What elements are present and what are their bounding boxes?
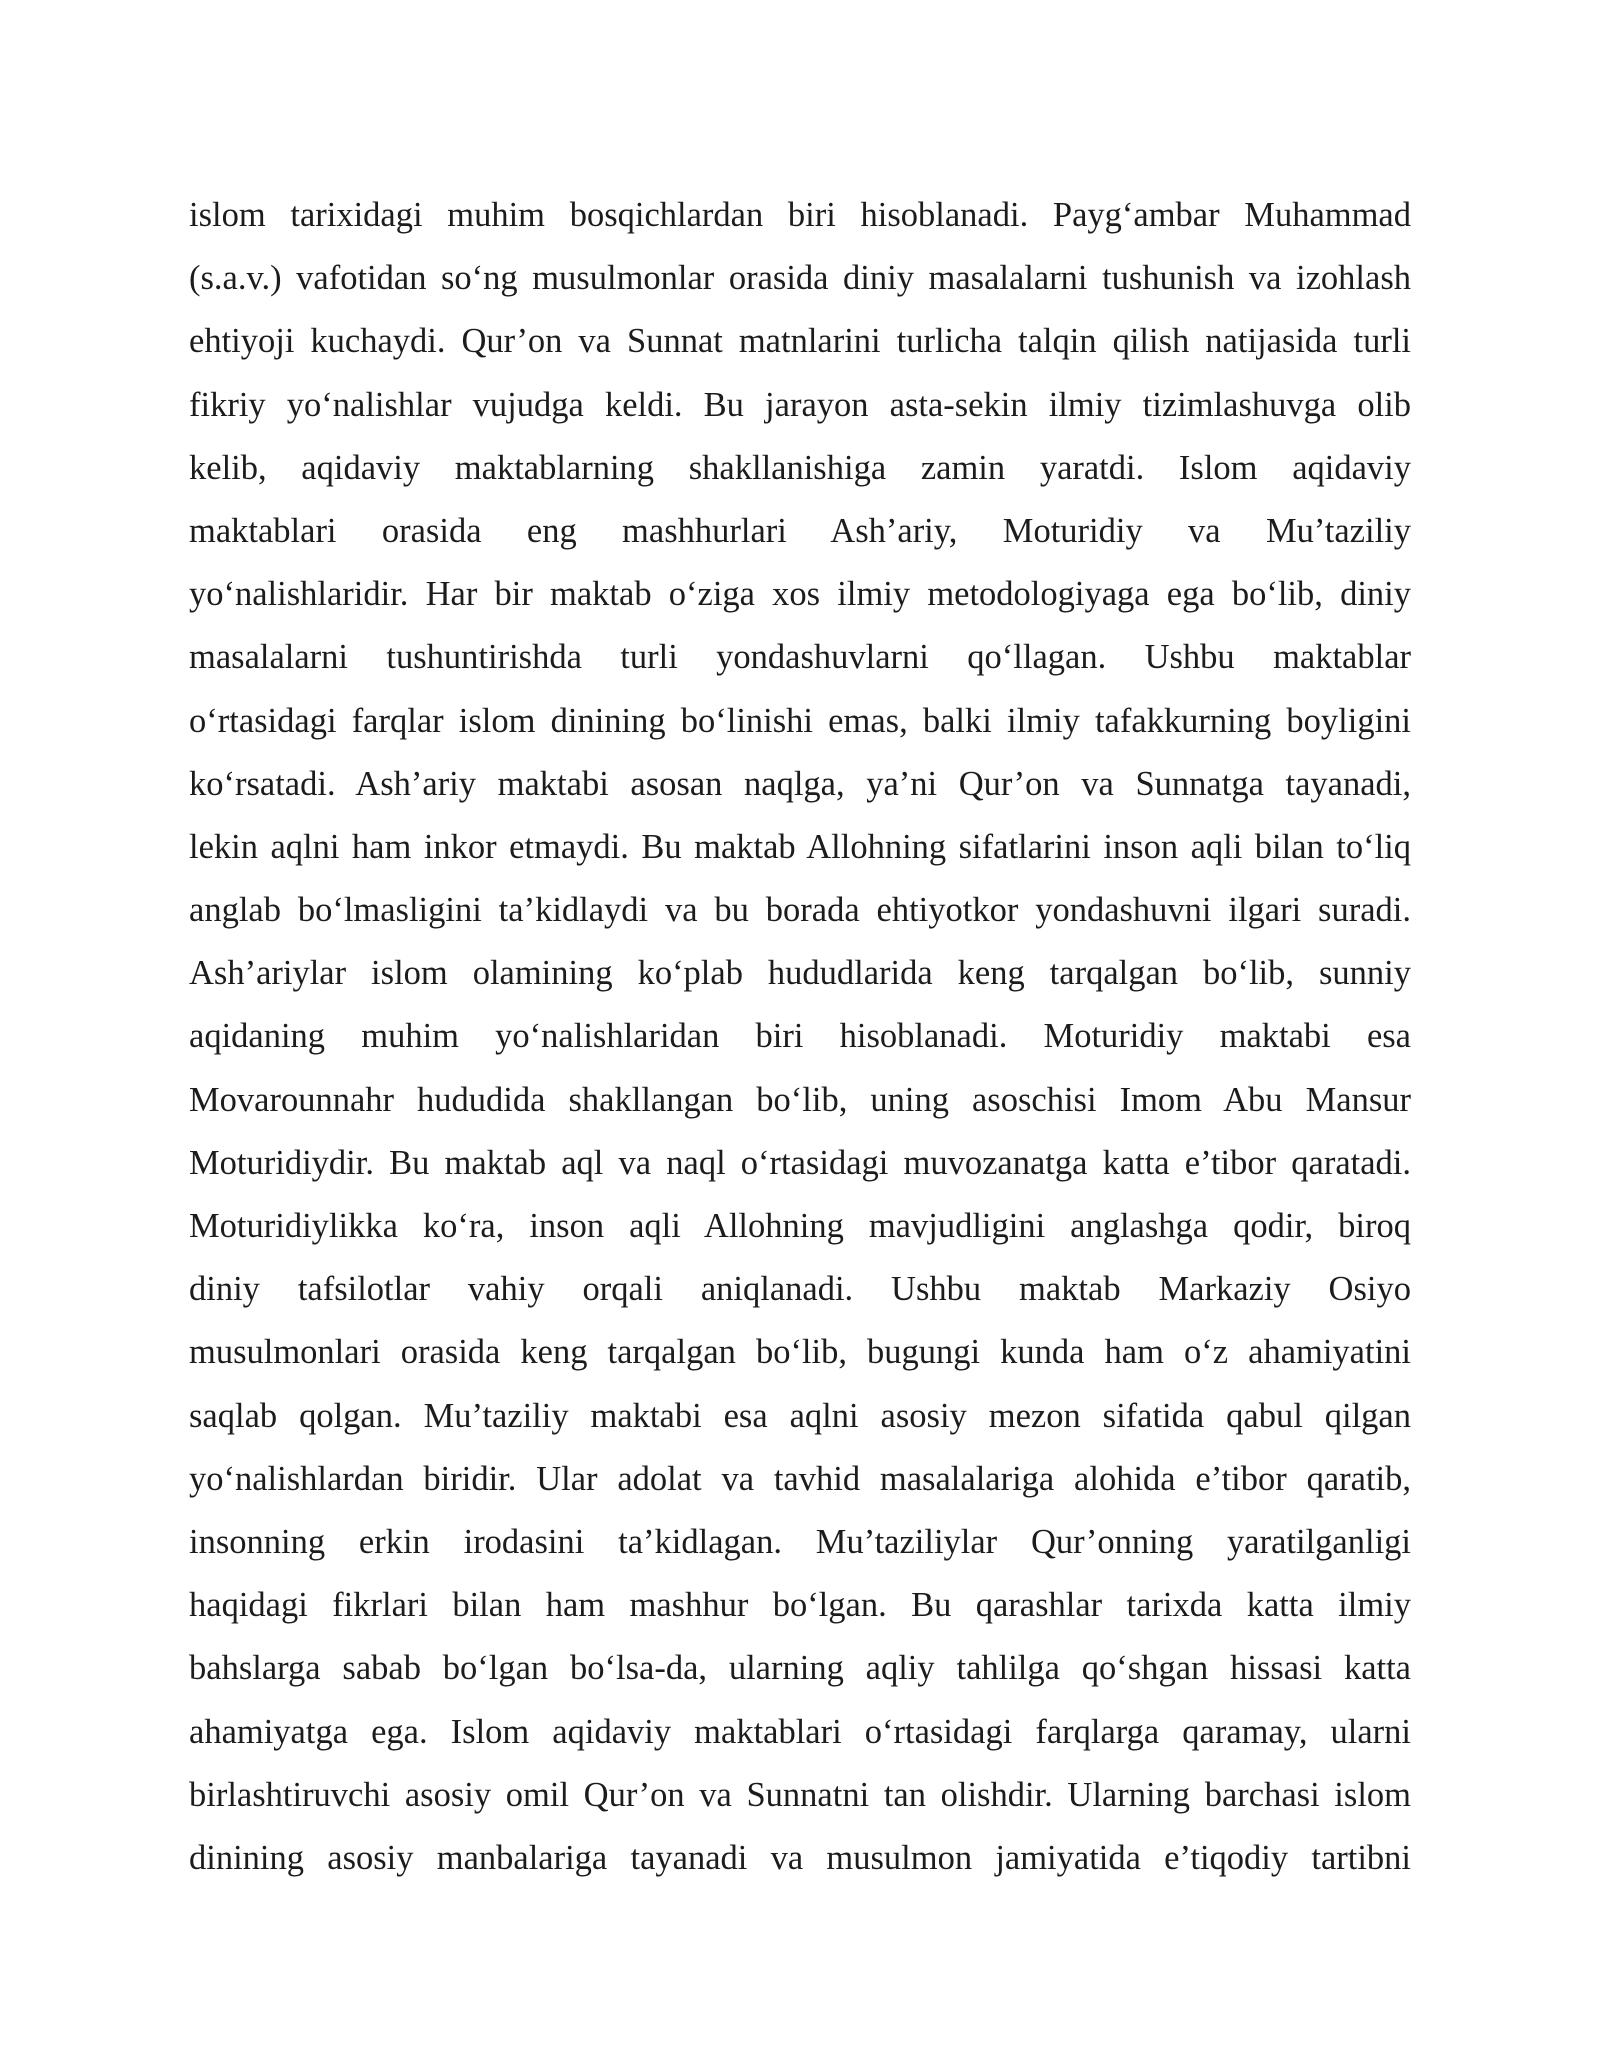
body-paragraph: [189, 184, 1411, 1890]
text-line: ko‘rsatadi. Ash’ariy maktabi asosan naqlga, ya’ni Qur’on va Sunnatga tayanadi,: [189, 764, 1411, 803]
text-line: musulmonlari orasida keng tarqalgan bo‘lib, bugungi kunda ham o‘z ahamiyatini: [189, 1333, 1411, 1372]
text-line: fikriy yo‘nalishlar vujudga keldi. Bu jarayon asta-sekin ilmiy tizimlashuvga olib: [189, 385, 1411, 424]
text-line: o‘rtasidagi farqlar islom dinining bo‘linishi emas, balki ilmiy tafakkurning boyligini: [189, 701, 1411, 740]
text-line: haqidagi fikrlari bilan ham mashhur bo‘lgan. Bu qarashlar tarixda katta ilmiy: [189, 1586, 1411, 1625]
text-line: ahamiyatga ega. Islom aqidaviy maktablari o‘rtasidagi farqlarga qaramay, ularni: [189, 1712, 1411, 1751]
text-line: islom tarixidagi muhim bosqichlardan biri hisoblanadi. Payg‘ambar Muhammad: [189, 196, 1411, 234]
text-line: yo‘nalishlaridir. Har bir maktab o‘ziga xos ilmiy metodologiyaga ega bo‘lib, diniy: [189, 575, 1411, 614]
text-line: (s.a.v.) vafotidan so‘ng musulmonlar orasida diniy masalalarni tushunish va izohlash: [189, 259, 1411, 298]
text-line: Moturidiydir. Bu maktab aql va naql o‘rtasidagi muvozanatga katta e’tibor qaratadi.: [189, 1143, 1411, 1182]
text-line: Moturidiylikka ko‘ra, inson aqli Allohning mavjudligini anglashga qodir, biroq: [189, 1207, 1411, 1245]
text-line: Ash’ariylar islom olamining ko‘plab hududlarida keng tarqalgan bo‘lib, sunniy: [189, 954, 1411, 993]
text-line: insonning erkin irodasini ta’kidlagan. Mu’taziliylar Qur’onning yaratilganligi: [189, 1522, 1411, 1561]
text-line: yo‘nalishlardan biridir. Ular adolat va tavhid masalalariga alohida e’tibor qaratib,: [189, 1459, 1411, 1498]
text-line: dinining asosiy manbalariga tayanadi va musulmon jamiyatida e’tiqodiy tartibni: [189, 1838, 1411, 1877]
text-line: diniy tafsilotlar vahiy orqali aniqlanadi. Ushbu maktab Markaziy Osiyo: [189, 1270, 1411, 1309]
text-line: lekin aqlni ham inkor etmaydi. Bu maktab Allohning sifatlarini inson aqli bilan to‘liq: [189, 827, 1411, 866]
text-line: saqlab qolgan. Mu’taziliy maktabi esa aqlni asosiy mezon sifatida qabul qilgan: [189, 1396, 1411, 1435]
text-line: Movarounnahr hududida shakllangan bo‘lib, uning asoschisi Imom Abu Mansur: [189, 1080, 1411, 1119]
text-line: maktablari orasida eng mashhurlari Ash’ariy, Moturidiy va Mu’taziliy: [189, 511, 1411, 550]
text-line: ehtiyoji kuchaydi. Qur’on va Sunnat matnlarini turlicha talqin qilish natijasida turli: [189, 322, 1411, 361]
text-line: birlashtiruvchi asosiy omil Qur’on va Sunnatni tan olishdir. Ularning barchasi islom: [189, 1775, 1411, 1814]
text-line: kelib, aqidaviy maktablarning shakllanishiga zamin yaratdi. Islom aqidaviy: [189, 448, 1411, 487]
text-line: bahslarga sabab bo‘lgan bo‘lsa-da, ularning aqliy tahlilga qo‘shgan hissasi katta: [189, 1649, 1411, 1688]
text-line: masalalarni tushuntirishda turli yondashuvlarni qo‘llagan. Ushbu maktablar: [189, 638, 1411, 677]
text-line: aqidaning muhim yo‘nalishlaridan biri hisoblanadi. Moturidiy maktabi esa: [189, 1017, 1411, 1056]
text-line: anglab bo‘lmasligini ta’kidlaydi va bu borada ehtiyotkor yondashuvni ilgari suradi.: [189, 891, 1411, 930]
